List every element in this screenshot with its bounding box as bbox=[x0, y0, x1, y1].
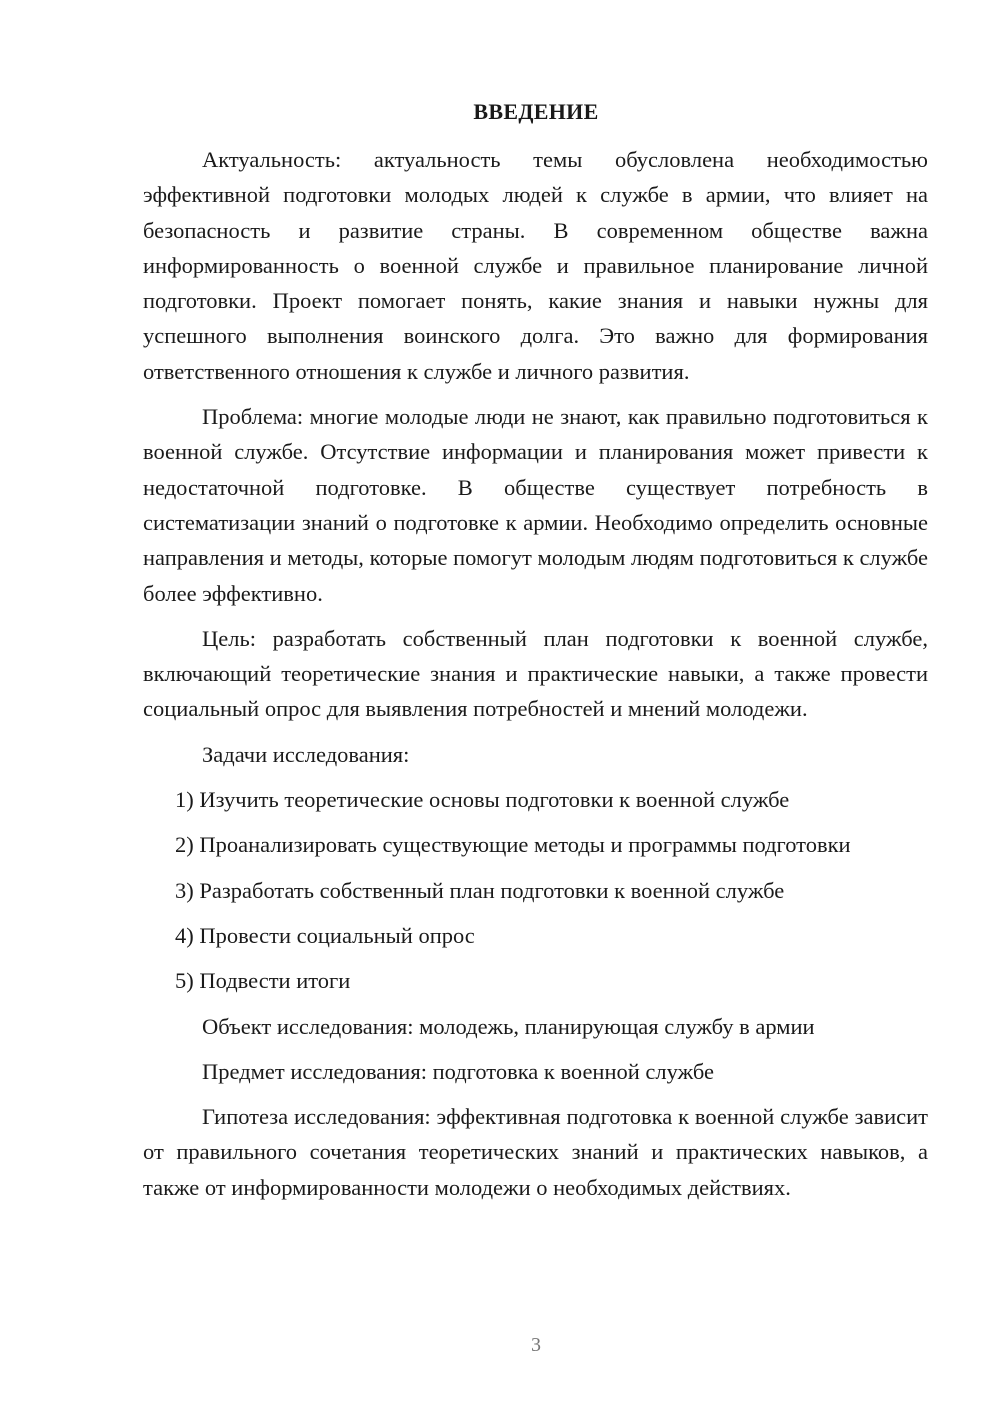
page-number: 3 bbox=[531, 1334, 541, 1356]
task-item: 3) Разработать собственный план подготовки к военной службе bbox=[175, 877, 785, 903]
section-title: ВВЕДЕНИЕ bbox=[473, 99, 599, 124]
body-text bbox=[143, 142, 928, 1205]
research-hypothesis: Гипотеза исследования: эффективная подготовка к военной службе зависит от правильного сочетания теоретических знаний и практических навыков, а также от информированности молодежи о необходимых действиях. bbox=[143, 1104, 928, 1200]
paragraph-problem: Проблема: многие молодые люди не знают, как правильно подготовиться к военной службе. Отсутствие информации и планирования может привести к недостаточной подготовке. В обществе существует потребность в систематизации знаний о подготовке к армии. Необходимо определить основные направления и методы, которые помогут молодым людям подготовиться к службе более эффективно. bbox=[143, 404, 928, 606]
paragraph-relevance: Актуальность: актуальность темы обусловлена необходимостью эффективной подготовки молодых людей к службе в армии, что влияет на безопасность и развитие страны. В современном обществе важна информированность о военной службе и правильное планирование личной подготовки. Проект помогает понять, какие знания и навыки нужны для успешного выполнения воинского долга. Это важно для формирования ответственного отношения к службе и личного развития. bbox=[143, 147, 928, 384]
tasks-heading: Задачи исследования: bbox=[202, 741, 410, 767]
task-item: 4) Провести социальный опрос bbox=[175, 922, 475, 948]
research-subject: Предмет исследования: подготовка к военной службе bbox=[202, 1058, 714, 1084]
task-item: 5) Подвести итоги bbox=[175, 968, 351, 994]
research-object: Объект исследования: молодежь, планирующая службу в армии bbox=[202, 1013, 815, 1039]
paragraph-goal: Цель: разработать собственный план подготовки к военной службе, включающий теоретические знания и практические навыки, а также провести социальный опрос для выявления потребностей и мнений молодежи. bbox=[143, 625, 928, 722]
task-item: 1) Изучить теоретические основы подготовки к военной службе bbox=[175, 787, 790, 813]
task-item: 2) Проанализировать существующие методы и программы подготовки bbox=[175, 832, 851, 858]
